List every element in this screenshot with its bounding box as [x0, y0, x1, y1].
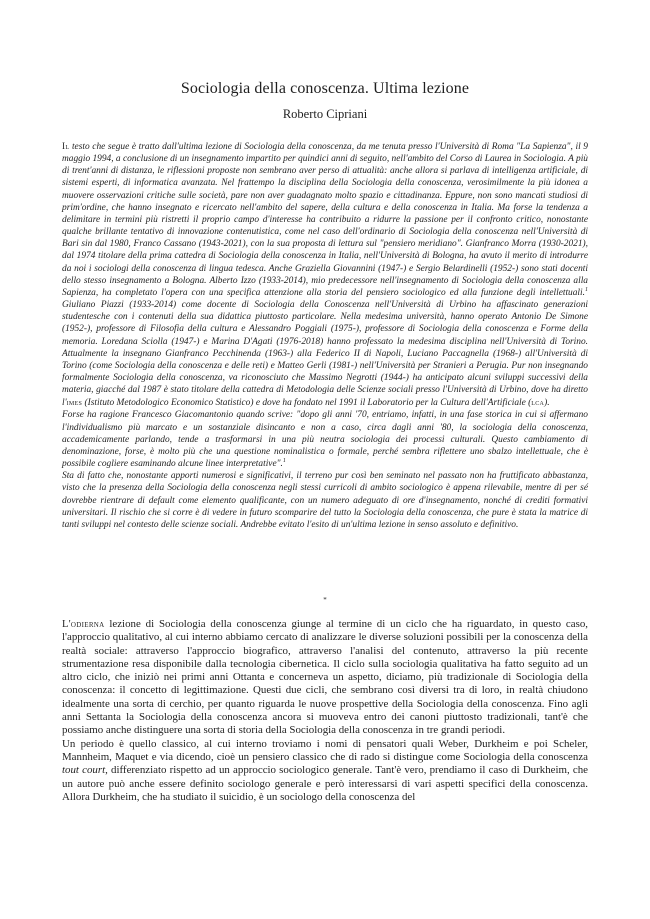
body-paragraph	[62, 618, 588, 738]
body-text-span: , differenziato rispetto ad un approccio sociologico generale. Tant'è vero, prendiamo il caso di Durkheim, che un autore può anche essere definito sociologo generale e però interessarsi di vari aspetti specifici della conoscenza. Allora Durkheim, che ha studiato il suicidio, è un sociologo della conoscenza del	[62, 764, 588, 803]
body-text	[62, 618, 588, 804]
body-paragraph	[62, 738, 588, 804]
abstract-paragraph	[62, 470, 588, 531]
body-text-span: lezione di Sociologia della conoscenza giunge al termine di un ciclo che ha riguardato, in questo caso, l'approccio qualitativo, al cui interno abbiamo cercato di analizzare le diverse soluzioni possibili per la conoscenza della realtà sociale: attraverso l'approccio biografico, attraverso l'analisi del contenuto, attraverso la più recente strumentazione resa disponibile dalla tecnologia cibernetica. Il ciclo sulla sociologia qualitativa ha fatto seguito ad un altro ciclo, che iniziò nei primi anni Ottanta e concerneva un aspetto, diciamo, più tradizionale di Sociologia della conoscenza: il concetto di legittimazione. Questi due cicli, che sembrano così diversi tra di loro, in realtà chiudono idealmente una sorta di cerchio, per quanto riguarda le nuove prospettive della Sociologia della conoscenza. Fino agli anni Settanta la Sociologia della conoscenza ancora si muoveva entro dei canoni piuttosto tradizionali, tant'è che possiamo anche distinguere una sorta di storia della Sociologia della conoscenza in tre grandi periodi.	[62, 618, 588, 737]
acronym-imes: imes	[66, 397, 83, 408]
footnote-ref: 1	[282, 457, 286, 464]
abstract-text: testo che segue è tratto dall'ultima lezione di Sociologia della conoscenza, da me tenuta presso l'Università di Roma "La Sapienza", il 9 maggio 1994, a conclusione di un insegnamento impartito per quindici anni di seguito, nell'ambito del Corso di Laurea in Sociologia. A più di trent'anni di distanza, le riflessioni proposte non sembrano aver perso di attualità: anche allora si parlava di intelligenza artificiale, di sistemi esperti, di informatica avanzata. Nel frattempo la disciplina della Sociologia della conoscenza, verosimilmente la più idonea a muovere osservazioni critiche sulle società, pare non aver guadagnato molto spazio e cittadinanza. Eppure, non sono mancati studiosi di prim'ordine, che hanno insegnato e ricercato nell'ambito del sapere, della cultura e della conoscenza in Italia. Ma forse la tendenza a delimitare in termini più ristretti il proprio campo d'interesse ha contribuito a ridurre la passione per il confronto critico, nonostante qualche brillante tentativo di innovazione contenutistica, come nel caso dell'ordinario di Sociologia della conoscenza nell'Università di Bari sin dal 1980, Franco Cassano (1943-2021), con la sua proposta di lettura sul "pensiero meridiano". Gianfranco Morra (1930-2021), dal 1974 titolare della prima cattedra di Sociologia della conoscenza in Italia, nell'Università di Bologna, ha avuto il merito di introdurre da noi i sociologi della conoscenza di lingua tedesca. Anche Graziella Giovannini (1947-) e Sergio Belardinelli (1952-) sono stati docenti dello stesso insegnamento a Bologna. Alberto Izzo (1933-2014), mio predecessore nell'insegnamento di Sociologia della conoscenza alla Sapienza, ha completato l'opera con una specifica attenzione alla storia del pensiero sociologico ed alla funzione degli intellettuali.	[62, 142, 588, 298]
abstract-text: ).	[544, 398, 550, 409]
abstract-text: (Istituto Metodologico Economico Statistico) e dove ha fondato nel 1991 il Laboratorio per la Cultura dell'Artificiale (	[82, 398, 532, 409]
section-separator: *	[323, 596, 327, 604]
abstract-lead: Il	[62, 141, 70, 151]
abstract-quote: Forse ha ragione Francesco Giacomantonio quando scrive: "dopo gli anni '70, entriamo, infatti, in una fase storica in cui si affermano l'individualismo più marcato e un sostanziale disincanto e non a caso, circa dagli anni '80, la sociologia della conoscenza, accademicamente parlando, tende a trasformarsi in una più neutra sociologia dei processi culturali. Questo cambiamento di denominazione, forse, è molto più che una questione nominalistica o formale, perché sembra riflettere uno sbalzo intellettuale, che è possibile cogliere esaminando alcune linee interpretative".	[62, 410, 588, 470]
abstract-paragraph	[62, 409, 588, 470]
acronym-lca: lca	[531, 397, 545, 408]
abstract-text: Giuliano Piazzi (1933-2014) come docente di Sociologia della Conoscenza nell'Università di Urbino ha affascinato generazioni studentesche con i contenuti della sua didattica piuttosto particolare. Nella medesima università, hanno operato Antonio De Simone (1952-), professore di Filosofia della cultura e Alessandro Poggiali (1975-), professore di Sociologia della conoscenza e Forme della memoria. Loredana Sciolla (1947-) e Marina D'Agati (1976-2018) hanno professato la medesima disciplina nell'Università di Torino. Attualmente la insegnano Gianfranco Pecchinenda (1963-) alla Federico II di Napoli, Luciano Paccagnella (1968-) all'Università di Torino (come Sociologia della conoscenza e delle reti) e Matteo Gerli (1981-) nell'Università per Stranieri a Perugia. Pur non insegnando formalmente Sociologia della conoscenza, va riconosciuto che Massimo Negrotti (1944-) ha anticipato alcuni sviluppi successivi della materia, giacché dal 1987 è stato titolare della cattedra di Metodologia delle Scienze sociali presso l'Università di Urbino, dove ha diretto l'	[62, 300, 588, 409]
abstract-paragraph	[62, 140, 588, 409]
abstract	[62, 140, 588, 531]
footnote-ref: 1	[585, 286, 588, 293]
abstract-text: Sta di fatto che, nonostante apporti numerosi e significativi, il terreno pur così ben seminato nel passato non ha fruttificato abbastanza, visto che la presenza della Sociologia della conoscenza negli stessi curricoli di ambito sociologico è appena rilevabile, mentre di per sé dovrebbe rientrare di default come elemento qualificante, con un numero adeguato di ore d'insegnamento, nonché di crediti formativi universitari. Il rischio che si corre è di vedere in futuro scomparire del tutto la Sociologia della conoscenza, che pure è stata la matrice di tanti sviluppi nel contesto delle scienze sociali. Andrebbe evitato l'esito di un'ultima lezione in senso assoluto e definitivo.	[62, 471, 588, 530]
body-text-span: Un periodo è quello classico, al cui interno troviamo i nomi di pensatori quali Weber, Durkheim e poi Scheler, Mannheim, Maquet e via dicendo, cioè un pensiero classico che di rado si distingue come Sociologia della conoscenza	[62, 737, 588, 763]
body-italic: tout court	[62, 764, 106, 777]
paper-title: Sociologia della conoscenza. Ultima lezione	[180, 80, 470, 97]
body-lead: L'odierna	[62, 619, 105, 630]
paper-author: Roberto Cipriani	[282, 107, 368, 121]
